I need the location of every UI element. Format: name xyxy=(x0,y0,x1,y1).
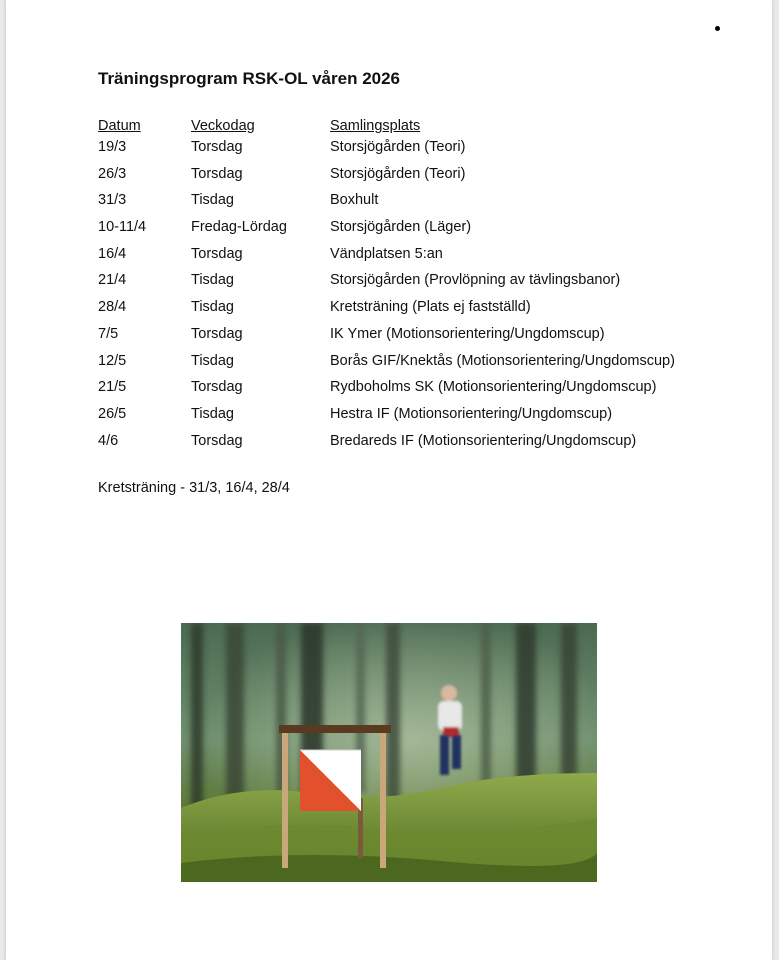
row-date: 31/3 xyxy=(98,192,127,209)
row-weekday: Torsdag xyxy=(191,325,243,342)
header-place: Samlingsplats xyxy=(330,118,421,134)
row-place: Hestra IF (Motionsorientering/Ungdomscup) xyxy=(330,405,613,422)
table-row xyxy=(6,324,772,351)
row-weekday: Torsdag xyxy=(191,165,243,182)
table-row xyxy=(6,297,772,324)
schedule-table xyxy=(6,137,772,457)
table-row xyxy=(6,270,772,297)
row-date: 12/5 xyxy=(98,352,127,369)
row-date: 21/5 xyxy=(98,379,127,396)
page-title: Träningsprogram RSK-OL våren 2026 xyxy=(98,69,401,88)
row-weekday: Tisdag xyxy=(191,405,234,422)
row-weekday: Torsdag xyxy=(191,432,243,449)
row-date: 28/4 xyxy=(98,299,127,316)
header-date: Datum xyxy=(98,118,141,134)
row-date: 26/3 xyxy=(98,165,127,182)
row-weekday: Torsdag xyxy=(191,245,243,262)
table-row xyxy=(6,137,772,164)
row-place: Storsjögården (Teori) xyxy=(330,165,466,182)
row-place: Boxhult xyxy=(330,192,379,209)
row-place: Borås GIF/Knektås (Motionsorientering/Ungdomscup) xyxy=(330,352,675,369)
row-place: Bredareds IF (Motionsorientering/Ungdomscup) xyxy=(330,432,637,449)
row-place: Kretsträning (Plats ej fastställd) xyxy=(330,299,531,316)
row-place: Storsjögården (Provlöpning av tävlingsbanor) xyxy=(330,272,621,289)
row-weekday: Torsdag xyxy=(191,379,243,396)
table-row xyxy=(6,351,772,378)
row-date: 10-11/4 xyxy=(98,219,147,236)
orienteering-photo xyxy=(181,623,597,882)
row-weekday: Tisdag xyxy=(191,352,234,369)
document-page xyxy=(6,0,772,960)
row-place: Storsjögården (Teori) xyxy=(330,139,466,155)
forest-control-illustration xyxy=(181,623,597,882)
header-weekday: Veckodag xyxy=(191,118,255,134)
row-place: IK Ymer (Motionsorientering/Ungdomscup) xyxy=(330,325,605,342)
row-date: 4/6 xyxy=(98,432,119,449)
row-place: Storsjögården (Läger) xyxy=(330,219,472,236)
row-date: 16/4 xyxy=(98,245,127,262)
row-place: Vändplatsen 5:an xyxy=(330,245,443,262)
row-weekday: Tisdag xyxy=(191,192,234,209)
row-weekday: Tisdag xyxy=(191,272,234,289)
row-place: Rydboholms SK (Motionsorientering/Ungdomscup) xyxy=(330,379,657,396)
row-date: 19/3 xyxy=(98,139,127,155)
row-date: 26/5 xyxy=(98,405,127,422)
row-weekday: Fredag-Lördag xyxy=(191,219,287,236)
row-weekday: Tisdag xyxy=(191,299,234,316)
table-row xyxy=(6,377,772,404)
row-date: 21/4 xyxy=(98,272,127,289)
table-row xyxy=(6,244,772,271)
table-row xyxy=(6,217,772,244)
dot-mark xyxy=(715,26,720,31)
row-date: 7/5 xyxy=(98,325,119,342)
table-row xyxy=(6,404,772,431)
table-row xyxy=(6,164,772,191)
table-row xyxy=(6,431,772,458)
table-row xyxy=(6,190,772,217)
row-weekday: Torsdag xyxy=(191,139,243,155)
kretstraning-note: Kretsträning - 31/3, 16/4, 28/4 xyxy=(98,480,290,496)
